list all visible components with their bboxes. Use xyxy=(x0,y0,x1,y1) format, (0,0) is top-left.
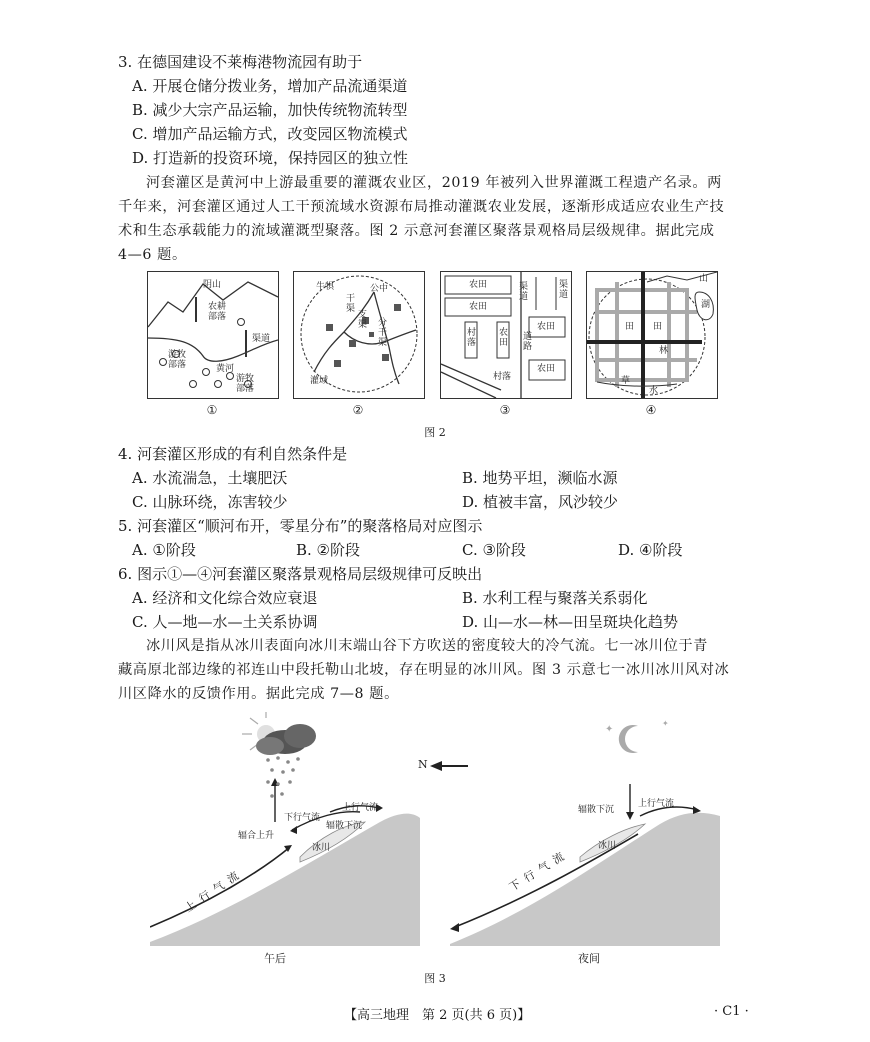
q3-option-a: A. 开展仓储分拨业务，增加产品流通渠道 xyxy=(132,77,408,95)
panel-number-3: ③ xyxy=(499,403,511,417)
p3-farm1-label: 农田 xyxy=(469,280,488,290)
q5-option-a: A. ①阶段 xyxy=(132,541,196,559)
p2-main-canal-label: 干渠 xyxy=(346,294,356,314)
passage1-line-1: 河套灌区是黄河中上游最重要的灌溉农业区，2019 年被列入世界灌溉工程遗产名录。两 xyxy=(146,175,722,191)
p1-nomad2-label: 游牧部落 xyxy=(236,374,255,394)
q5-option-d: D. ④阶段 xyxy=(618,541,683,559)
q3-option-d: D. 打造新的投资环境，保持园区的独立性 xyxy=(132,149,409,167)
p1-farm-label: 农耕部落 xyxy=(208,302,227,322)
figure3-caption: 图 3 xyxy=(424,972,446,985)
figure3-drawing xyxy=(150,712,720,946)
p3-canal1-label: 渠道 xyxy=(519,282,529,302)
page-footer: 【高三地理 第 2 页(共 6 页)】 xyxy=(344,1008,531,1023)
figure2-panel-2 xyxy=(293,271,425,399)
p4-water-label: 水 xyxy=(649,386,659,396)
p3-farm2-label: 农田 xyxy=(469,302,488,312)
figure3 xyxy=(150,712,720,946)
panel-number-2: ② xyxy=(352,403,364,417)
f3-left-down-flow: 下行气流 xyxy=(284,813,321,823)
figure3-left-title: 午后 xyxy=(264,952,286,965)
passage2-line-3: 川区降水的反馈作用。据此完成 7—8 题。 xyxy=(118,686,399,702)
q4-option-d: D. 植被丰富，风沙较少 xyxy=(462,493,619,511)
f3-left-glacier: 冰川 xyxy=(312,843,331,853)
p3-farm5-label: 农田 xyxy=(537,364,556,374)
figure2-panel-3 xyxy=(440,271,572,399)
f3-north-label: N xyxy=(418,758,428,771)
p2-branch-label: 支渠 xyxy=(358,310,368,330)
p3-farm4-label: 农田 xyxy=(537,322,556,332)
p2-town-label: 牛犋 xyxy=(316,282,335,292)
passage1-line-3: 术和生态承载能力的流域灌溉型聚落。图 2 示意河套灌区聚落景观格局层级规律。据此完成 xyxy=(118,223,715,239)
q5-stem: 5. 河套灌区“顺河布开，零星分布”的聚落格局对应图示 xyxy=(118,517,483,535)
passage1-line-4: 4—6 题。 xyxy=(118,247,187,263)
f3-left-up-flow2: 上行气流 xyxy=(342,803,379,813)
passage2-line-1: 冰川风是指从冰川表面向冰川末端山谷下方吹送的密度较大的冷气流。七一冰川位于青 xyxy=(146,638,708,654)
q6-option-d: D. 山—水—林—田呈斑块化趋势 xyxy=(462,613,679,631)
q4-option-a: A. 水流湍急，土壤肥沃 xyxy=(132,469,288,487)
q3-stem: 3. 在德国建设不莱梅港物流园有助于 xyxy=(118,53,363,71)
p3-village2-label: 村落 xyxy=(493,372,512,382)
q6-option-b: B. 水利工程与聚落关系弱化 xyxy=(462,589,648,607)
f3-right-down-flow: 下行气流 xyxy=(506,846,572,894)
p3-village-label: 村落 xyxy=(467,328,477,348)
f3-right-up-flow: 上行气流 xyxy=(638,799,675,809)
f3-left-converge: 辐合上升 xyxy=(238,831,275,841)
p2-irrigate-label: 灌域 xyxy=(310,376,329,386)
panel-number-1: ① xyxy=(206,403,218,417)
svg-text:✦: ✦ xyxy=(605,724,614,735)
p4-field-label: 田 xyxy=(625,322,635,332)
figure2-panel-4 xyxy=(586,271,718,399)
p1-nomad-label: 游牧部落 xyxy=(168,350,187,370)
figure2-panel-1 xyxy=(147,271,279,399)
page-code: · C1 · xyxy=(714,1004,749,1019)
q3-option-b: B. 减少大宗产品运输，加快传统物流转型 xyxy=(132,101,408,119)
figure3-right-title: 夜间 xyxy=(578,952,600,965)
svg-text:✦: ✦ xyxy=(662,719,669,728)
panel4-drawing xyxy=(587,272,717,398)
p4-grass-label: 草 xyxy=(621,376,631,386)
q5-option-c: C. ③阶段 xyxy=(462,541,526,559)
q5-option-b: B. ②阶段 xyxy=(296,541,361,559)
q6-option-a: A. 经济和文化综合效应衰退 xyxy=(132,589,318,607)
q4-option-c: C. 山脉环绕，冻害较少 xyxy=(132,493,288,511)
q3-option-c: C. 增加产品运输方式，改变园区物流模式 xyxy=(132,125,408,143)
f3-left-up-flow: 上行气流 xyxy=(182,866,247,915)
p3-farm3-label: 农田 xyxy=(499,328,509,348)
f3-left-diverge: 辐散下沉 xyxy=(326,821,363,831)
p1-river-label: 黄河 xyxy=(216,364,235,374)
p3-road-label: 道路 xyxy=(523,332,533,352)
p4-mountain-label: 山 xyxy=(699,274,709,284)
q6-stem: 6. 图示①—④河套灌区聚落景观格局层级规律可反映出 xyxy=(118,565,483,583)
p2-center-label: 公中 xyxy=(370,284,389,294)
p1-canal-label: 渠道 xyxy=(252,334,271,344)
q6-option-c: C. 人—地—水—土关系协调 xyxy=(132,613,318,631)
panel-number-4: ④ xyxy=(645,403,657,417)
passage2-line-2: 藏高原北部边缘的祁连山中段托勒山北坡，存在明显的冰川风。图 3 示意七一冰川冰川风对冰 xyxy=(118,662,730,678)
q4-option-b: B. 地势平坦，濒临水源 xyxy=(462,469,618,487)
passage1-line-2: 千年来，河套灌区通过人工干预流域水资源布局推动灌溉农业发展，逐渐形成适应农业生产技 xyxy=(118,199,725,215)
p4-lake-label: 湖 xyxy=(701,300,711,310)
figure2-caption: 图 2 xyxy=(424,426,446,439)
p4-field2-label: 田 xyxy=(653,322,663,332)
p3-canal2-label: 渠道 xyxy=(559,280,569,300)
p4-forest-label: 林 xyxy=(659,346,669,356)
q4-stem: 4. 河套灌区形成的有利自然条件是 xyxy=(118,445,348,463)
f3-right-diverge: 辐散下沉 xyxy=(578,805,615,815)
p1-mountain-label: 阴山 xyxy=(203,280,222,290)
f3-right-glacier: 冰川 xyxy=(598,841,617,851)
p2-branch2-label: 分干渠 xyxy=(378,318,388,348)
